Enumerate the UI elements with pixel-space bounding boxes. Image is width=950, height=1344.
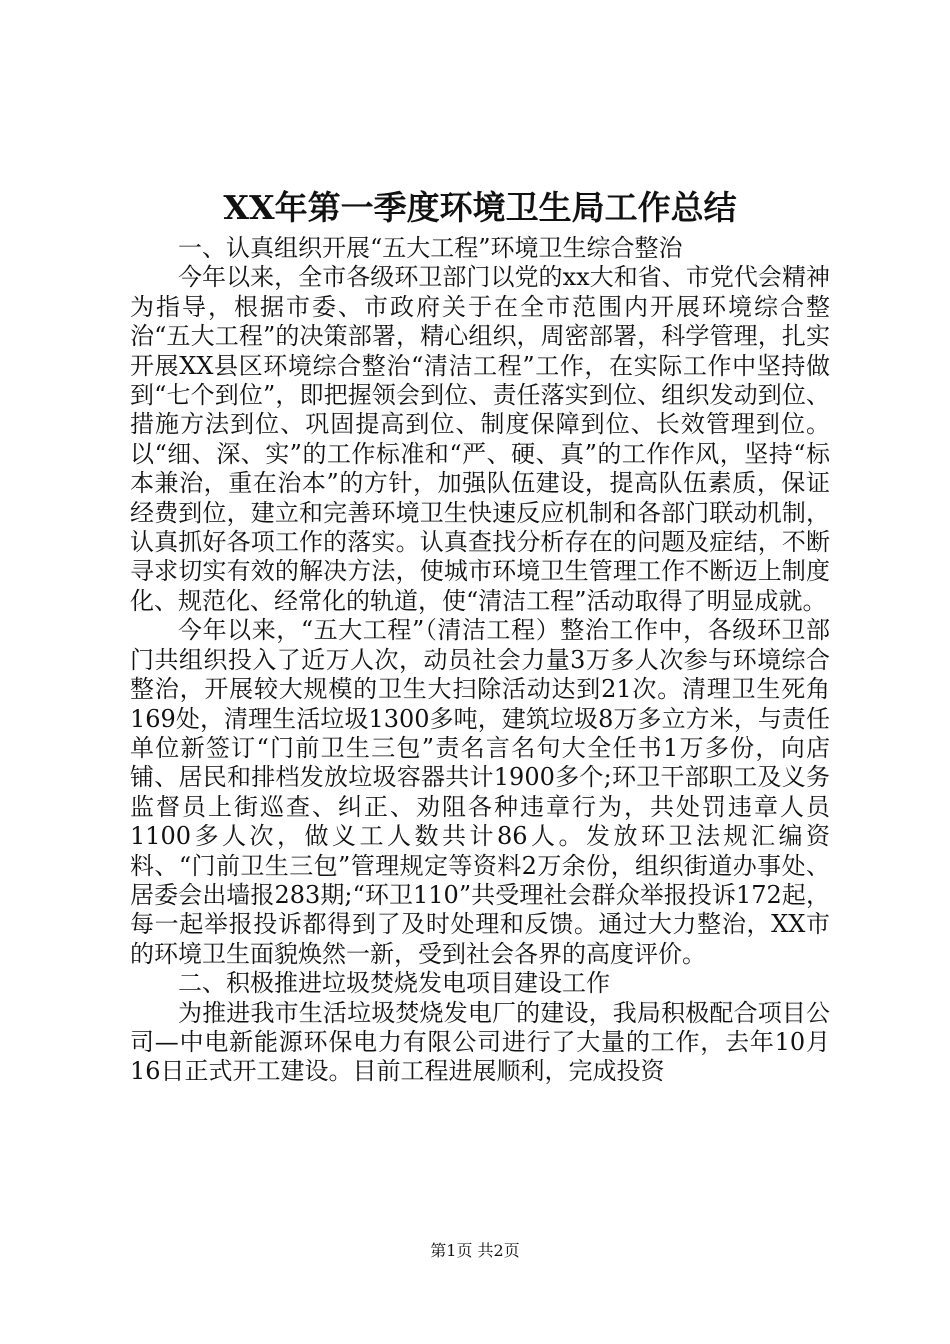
- document-title: XX年第一季度环境卫生局工作总结: [223, 188, 737, 227]
- section-2-paragraph-1: 为推进我市生活垃圾焚烧发电厂的建设，我局积极配合项目公司—中电新能源环保电力有限公司进行了大量的工作，去年10月16日正式开工建设。目前工程进展顺利，完成投资: [130, 998, 830, 1086]
- section-1-heading: 一、认真组织开展“五大工程”环境卫生综合整治: [178, 234, 683, 262]
- page-footer: 第1页 共2页: [430, 1241, 520, 1260]
- section-1-paragraph-2: 今年以来，“五大工程”（清洁工程）整治工作中，各级环卫部门共组织投入了近万人次，动员社会力量3万多人次参与环境综合整治，开展较大规模的卫生大扫除活动达到21次。清理卫生死角169处，清理生活垃圾1300多吨，建筑垃圾8万多立方米，与责任单位新签订“门前卫生三包”责名言名句大全任书1万多份，向店铺、居民和排档发放垃圾容器共计1900多个;环卫干部职工及义务监督员上街巡查、纠正、劝阻各种违章行为，共处罚违章人员1100多人次，做义工人数共计86人。发放环卫法规汇编资料、“门前卫生三包”管理规定等资料2万余份，组织街道办事处、居委会出墙报283期;“环卫110”共受理社会群众举报投诉172起，每一起举报投诉都得到了及时处理和反馈。通过大力整治，XX市的环境卫生面貌焕然一新，受到社会各界的高度评价。: [130, 616, 830, 968]
- section-1-paragraph-1: 今年以来，全市各级环卫部门以党的xx大和省、市党代会精神为指导，根据市委、市政府关于在全市范围内开展环境综合整治“五大工程”的决策部署，精心组织，周密部署，科学管理，扎实开展XX县区环境综合整治“清洁工程”工作，在实际工作中坚持做到“七个到位”，即把握领会到位、责任落实到位、组织发动到位、措施方法到位、巩固提高到位、制度保障到位、长效管理到位。以“细、深、实”的工作标准和“严、硬、真”的工作作风，坚持“标本兼治，重在治本”的方针，加强队伍建设，提高队伍素质，保证经费到位，建立和完善环境卫生快速反应机制和各部门联动机制，认真抓好各项工作的落实。认真查找分析存在的问题及症结，不断寻求切实有效的解决方法，使城市环境卫生管理工作不断迈上制度化、规范化、经常化的轨道，使“清洁工程”活动取得了明显成就。: [130, 263, 830, 615]
- document-body: [130, 234, 830, 1087]
- section-2-heading: 二、积极推进垃圾焚烧发电项目建设工作: [178, 969, 610, 998]
